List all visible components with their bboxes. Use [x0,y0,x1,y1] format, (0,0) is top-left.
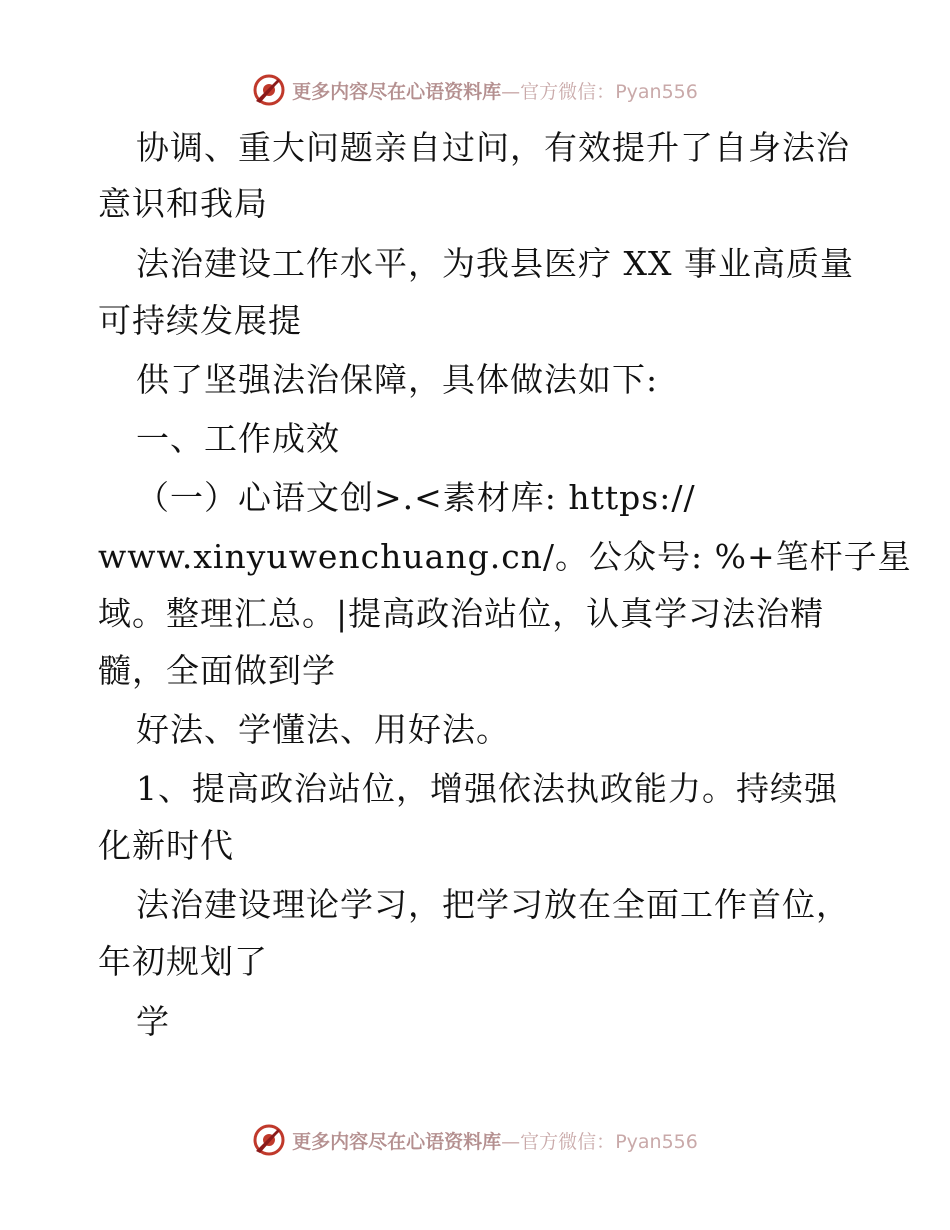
logo-icon [252,73,286,107]
banner-wechat-label: —官方微信： [501,80,616,103]
text-line: 供了坚强法治保障，具体做法如下: [136,360,659,399]
text-line: 协调、重大问题亲自过问，有效提升了自身法治 [136,128,850,167]
banner-text [292,77,698,104]
banner-wechat-id: Pyan556 [615,80,698,103]
text-line: www.xinyuwenchuang.cn/。公众号: %+笔杆子星 [98,537,912,576]
banner-site-name: 更多内容尽在心语资料库 [292,1130,502,1153]
text-line: 髓，全面做到学 [98,651,336,690]
text-line: 好法、学懂法、用好法。 [136,710,510,749]
text-line: 法治建设理论学习，把学习放在全面工作首位， [136,885,850,924]
section-heading: 一、工作成效 [136,419,340,458]
banner-text [292,1127,698,1154]
text-line: 法治建设工作水平，为我县医疗 XX 事业高质量 [136,244,854,283]
text-line: 可持续发展提 [98,301,302,340]
banner-wechat-id: Pyan556 [615,1130,698,1153]
text-line: 学 [136,1002,170,1041]
banner-site-name: 更多内容尽在心语资料库 [292,80,502,103]
logo-icon [252,1123,286,1157]
text-line: 年初规划了 [98,942,268,981]
header-banner [0,70,950,110]
banner-wechat-label: —官方微信： [501,1130,616,1153]
text-line: 意识和我局 [98,184,268,223]
text-line: 域。整理汇总。|提高政治站位，认真学习法治精 [98,594,825,633]
text-line: 化新时代 [98,826,234,865]
text-line: 1、提高政治站位，增强依法执政能力。持续强 [136,769,838,808]
text-line: （一）心语文创>.<素材库: https:// [136,478,696,517]
footer-banner [0,1120,950,1160]
